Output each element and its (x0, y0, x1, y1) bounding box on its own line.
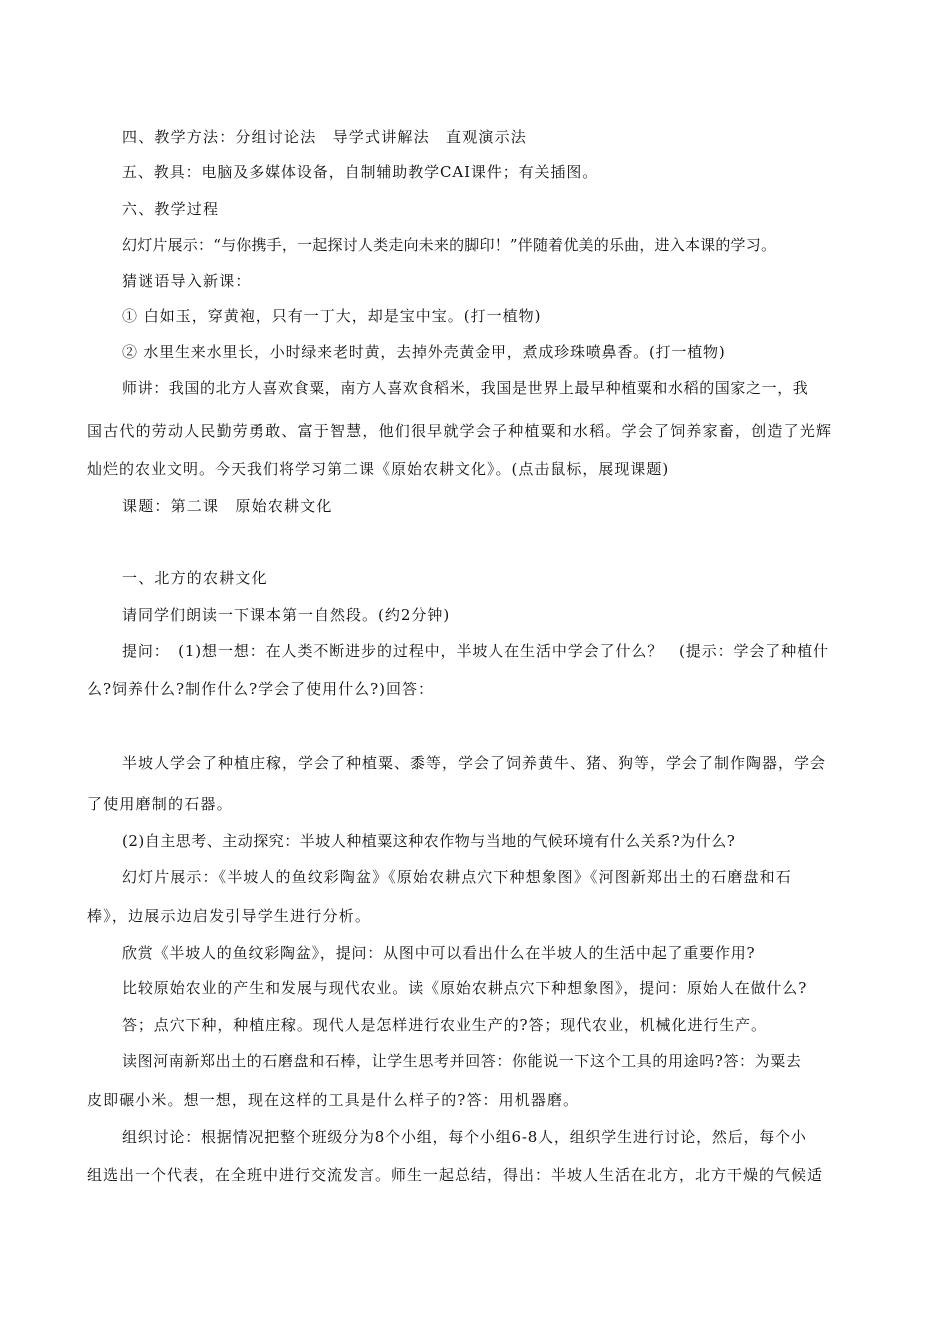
riddle-item-1: ① 白如玉，穿黄袍，只有一丁大，却是宝中宝。(打一植物) (122, 307, 542, 325)
paragraph-compare-agriculture: 比较原始农业的产生和发展与现代农业。读《原始农耕点穴下种想象图》，提问：原始人在做什么? (122, 979, 808, 997)
paragraph-appreciate-pot: 欣赏《半坡人的鱼纹彩陶盆》，提问：从图中可以看出什么在半坡人的生活中起了重要作用? (122, 944, 756, 962)
lesson-title: 课题：第二课 原始农耕文化 (122, 497, 333, 515)
question-1-cont: 么?饲养什么?制作什么?学会了使用什么?)回答： (87, 680, 435, 698)
answer-banpo-cont: 了使用磨制的石器。 (87, 795, 233, 813)
paragraph-slide-intro: 幻灯片展示：“与你携手，一起探讨人类走向未来的脚印！”伴随着优美的乐曲，进入本课的学习。 (122, 236, 777, 254)
question-1: 提问： (1)想一想：在人类不断进步的过程中，半坡人在生活中学会了什么？ (提示：学会了种植什 (122, 642, 829, 660)
paragraph-teacher-talk-cont-2: 灿烂的农业文明。今天我们将学习第二课《原始农耕文化》。(点击鼠标，展现课题) (87, 460, 670, 478)
paragraph-answer-sowing: 答；点穴下种，种植庄稼。现代人是怎样进行农业生产的?答；现代农业，机械化进行生产。 (122, 1016, 767, 1034)
section-teaching-process: 六、教学过程 (122, 200, 220, 218)
paragraph-millstone-cont: 皮即碾小米。想一想，现在这样的工具是什么样子的?答：用机器磨。 (87, 1091, 580, 1109)
answer-banpo: 半坡人学会了种植庄稼，学会了种植粟、黍等，学会了饲养黄牛、猪、狗等，学会了制作陶器，学会 (122, 754, 827, 772)
paragraph-slide-images-cont: 棒》，边展示边启发引导学生进行分析。 (87, 907, 372, 925)
paragraph-riddle-intro: 猜谜语导入新课： (122, 272, 252, 290)
paragraph-discussion-cont: 组选出一个代表，在全班中进行交流发言。师生一起总结，得出：半坡人生活在北方，北方干燥的气候适 (87, 1166, 824, 1184)
section-teaching-methods: 四、教学方法：分组讨论法 导学式讲解法 直观演示法 (122, 128, 528, 146)
paragraph-read-aloud: 请同学们朗读一下课本第一自然段。(约2分钟) (122, 606, 451, 624)
question-2: (2)自主思考、主动探究：半坡人种植粟这种农作物与当地的气候环境有什么关系?为什么? (122, 832, 736, 850)
paragraph-discussion: 组织讨论：根据情况把整个班级分为8个小组，每个小组6-8人，组织学生进行讨论，然后，每个小 (122, 1128, 807, 1146)
paragraph-teacher-talk: 师讲：我国的北方人喜欢食粟，南方人喜欢食稻米，我国是世界上最早种植粟和水稻的国家之一，我 (122, 379, 809, 397)
paragraph-teacher-talk-cont-1: 国古代的劳动人民勤劳勇敢、富于智慧，他们很早就学会子种植粟和水稻。学会了饲养家畜，创造了光辉 (87, 422, 833, 440)
section-teaching-tools: 五、教具：电脑及多媒体设备，自制辅助教学CAI课件；有关插图。 (122, 163, 599, 181)
paragraph-millstone: 读图河南新郑出土的石磨盘和石棒，让学生思考并回答：你能说一下这个工具的用途吗?答：为粟去 (122, 1052, 802, 1070)
riddle-item-2: ② 水里生来水里长，小时绿来老时黄，去掉外壳黄金甲，煮成珍珠喷鼻香。(打一植物) (122, 343, 726, 361)
paragraph-slide-images: 幻灯片展示：《半坡人的鱼纹彩陶盆》《原始农耕点穴下种想象图》《河图新郑出土的石磨盘和石 (122, 868, 792, 886)
heading-north-farming: 一、北方的农耕文化 (122, 569, 268, 587)
